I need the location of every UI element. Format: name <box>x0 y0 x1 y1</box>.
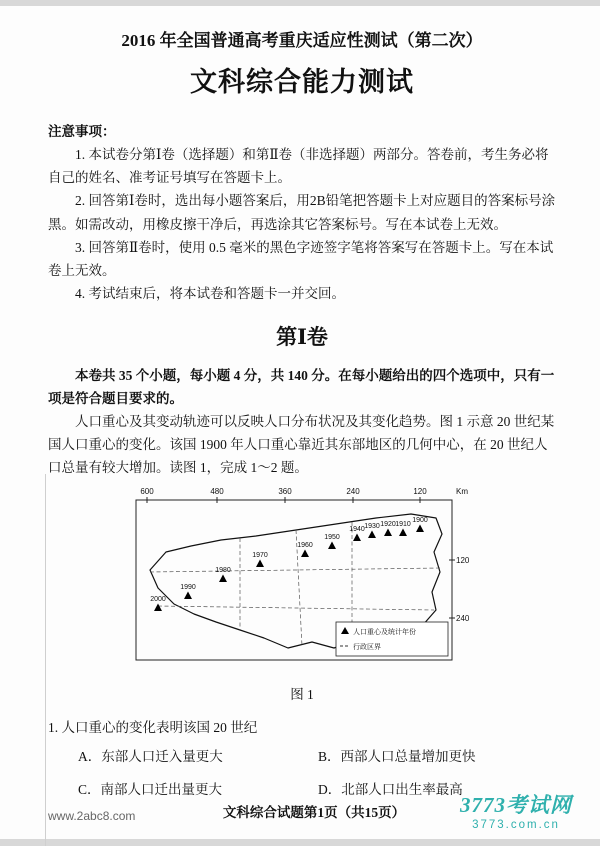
population-center-point <box>184 591 192 599</box>
watermark-brand <box>460 789 572 831</box>
exam-page <box>0 6 600 839</box>
watermark-site-url: 3773.com.cn <box>472 819 560 831</box>
population-center-point <box>399 528 407 536</box>
notice-item-2: 2. 回答第Ⅰ卷时，选出每小题答案后，用2B铅笔把答题卡上对应题目的答案标号涂黑。如需改动，用橡皮擦干净后，再选涂其它答案标号。写在本试卷上无效。 <box>48 193 556 232</box>
footer-page-number: 文科综合试题第1页（共15页） <box>222 805 406 820</box>
option-a: A．东部人口迁入量更大 <box>78 749 223 765</box>
population-center-year-label: 1920 <box>380 520 396 528</box>
legend-boundary-label: 行政区界 <box>353 643 381 651</box>
option-c: C．南部人口迁出量更大 <box>78 781 223 797</box>
population-center-point <box>219 574 227 582</box>
reading-passage: 人口重心及其变动轨迹可以反映人口分布状况及其变化趋势。图 1 示意 20 世纪某国人口重心的变化。该国 1900 年人口重心靠近其东部地区的几何中心，在 20 世纪人口总量有较大增加。读图 1，完成 1～2 题。 <box>48 413 555 476</box>
figure-caption: 图 1 <box>290 686 314 702</box>
section-title: 第Ⅰ卷 <box>276 325 328 350</box>
population-center-year-label: 1900 <box>412 516 428 524</box>
population-center-point <box>256 559 264 567</box>
figure-1 <box>48 484 556 706</box>
notice-heading: 注意事项： <box>48 123 116 139</box>
page-content <box>0 6 600 801</box>
map-axis-label: 240 <box>456 613 470 623</box>
map-axis-label: 480 <box>210 486 224 496</box>
notice-item-1: 1. 本试卷分第Ⅰ卷（选择题）和第Ⅱ卷（非选择题）两部分。答卷前，考生务必将自己的姓名、准考证号填写在答题卡上。 <box>48 146 549 186</box>
population-center-year-label: 2000 <box>150 595 166 603</box>
admin-boundary-line <box>150 568 440 572</box>
population-center-year-label: 1980 <box>215 566 231 574</box>
admin-boundary-line <box>158 606 434 610</box>
population-center-year-label: 1940 <box>349 525 365 533</box>
map-axis-unit: Km <box>456 486 468 496</box>
population-center-year-label: 1950 <box>324 533 340 541</box>
population-center-point <box>301 549 309 557</box>
population-center-year-label: 1960 <box>297 541 313 549</box>
page-title: 文科综合能力测试 <box>190 67 414 98</box>
scan-artifact-line <box>45 474 46 846</box>
map-axis-label: 600 <box>140 486 154 496</box>
population-center-point <box>353 533 361 541</box>
question-1-stem: 1. 人口重心的变化表明该国 20 世纪 <box>48 720 258 736</box>
option-b: B．西部人口总量增加更快 <box>318 749 476 765</box>
population-center-year-label: 1970 <box>252 551 268 559</box>
population-center-map <box>132 484 472 676</box>
watermark-site-name: 3773考试网 <box>460 793 572 817</box>
population-center-year-label: 1910 <box>395 520 411 528</box>
map-axis-label: 120 <box>413 486 427 496</box>
map-axis-label: 120 <box>456 555 470 565</box>
population-center-point <box>368 530 376 538</box>
population-center-point <box>384 528 392 536</box>
page-footer <box>48 787 580 833</box>
population-center-year-label: 1930 <box>364 522 380 530</box>
footer-site-left: www.2abc8.com <box>48 809 136 823</box>
notice-item-4: 4. 考试结束后，将本试卷和答题卡一并交回。 <box>75 286 345 302</box>
map-axis-label: 360 <box>278 486 292 496</box>
map-axis-label: 240 <box>346 486 360 496</box>
population-center-year-label: 1990 <box>180 583 196 591</box>
population-center-point <box>154 603 162 611</box>
notice-item-3: 3. 回答第Ⅱ卷时，使用 0.5 毫米的黑色字迹签字笔将答案写在答题卡上。写在本试卷上无效。 <box>48 239 554 278</box>
population-center-point <box>416 524 424 532</box>
population-center-point <box>328 541 336 549</box>
option-d: D．北部人口出生率最高 <box>318 781 463 797</box>
section-instructions: 本卷共 35 个小题，每小题 4 分，共 140 分。在每小题给出的四个选项中，只有一项是符合题目要求的。 <box>48 367 555 406</box>
legend-point-label: 人口重心及统计年份 <box>353 628 416 636</box>
exam-header-line: 2016 年全国普通高考重庆适应性测试（第二次） <box>121 31 483 50</box>
